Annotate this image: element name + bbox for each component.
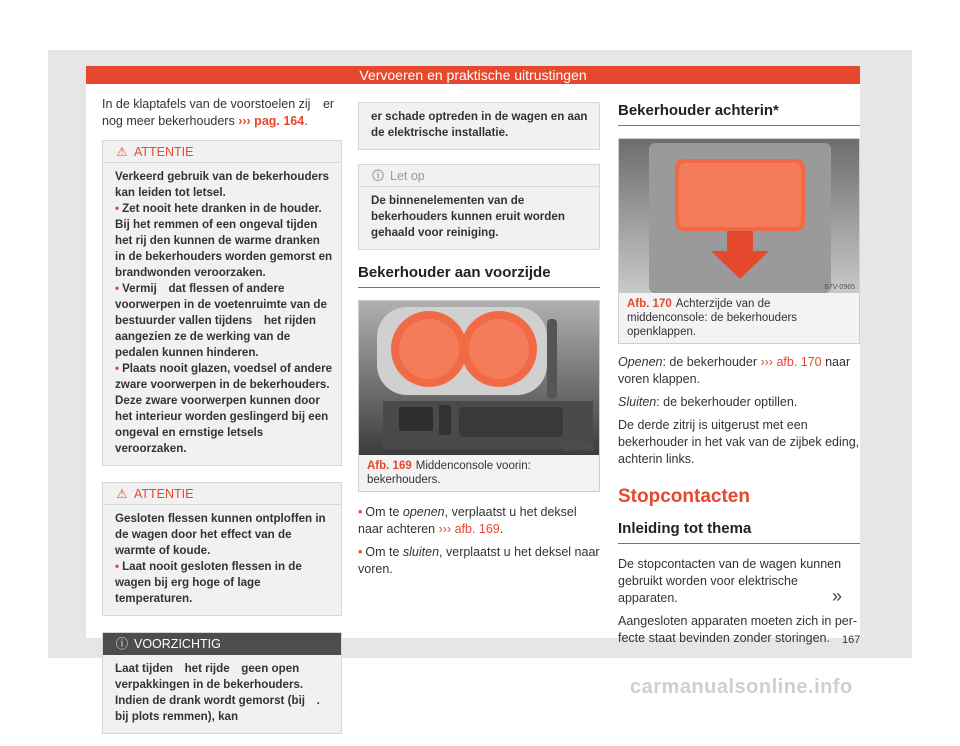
text-span: . — [499, 522, 504, 536]
intro-end: . — [304, 114, 308, 128]
bullet-close — [358, 544, 600, 578]
bullet-open — [358, 504, 600, 538]
warning-box-1 — [102, 140, 342, 466]
paragraph-close — [618, 394, 860, 411]
figure-reference-link[interactable]: ››› afb. 169 — [438, 522, 500, 536]
warning-item — [115, 201, 333, 281]
text-span: , verplaatst u het deksel naar voren. — [358, 545, 600, 576]
warning-box-2 — [102, 482, 342, 616]
section-title-rear: Bekerhouder achterin* — [618, 102, 779, 119]
figure-caption — [619, 293, 859, 343]
text-span: naar voren klappen. — [618, 355, 851, 386]
warning-body — [103, 163, 341, 465]
warning-item-text: Zet nooit hete dranken in de houder. Bij het remmen of een ongeval tijden het rij den kunnen de warme dranken in de bekerhouders worden gemorst en brandwonden veroorzaken. — [115, 202, 333, 279]
caution-body — [103, 655, 341, 733]
warning-body — [103, 505, 341, 615]
page-reference-link[interactable]: ››› pag. 164 — [238, 114, 305, 128]
chapter-title-stopcontacten: Stopcontacten — [618, 486, 750, 507]
section-rule — [618, 543, 860, 544]
bullet-icon: • — [115, 362, 120, 375]
warning-item-text: Vermij dat flessen of andere voorwerpen in de voetenruimte van de bestuurder vallen tijdens het rijden aangezien ze de werking van de pedalen kunnen hinderen. — [115, 282, 328, 359]
figure-image-cupholders-front — [359, 301, 599, 455]
note-box — [358, 164, 600, 250]
note-header — [359, 165, 599, 187]
paragraph-third-row: De derde zitrij is uitgerust met een bekerhouder in het vak van de zijbek eding, achterin links. — [618, 418, 860, 466]
text-span: Om te — [365, 545, 403, 559]
emphasis-close: Sluiten — [618, 395, 657, 409]
figure-caption-text: Achterzijde van de middenconsole: de bekerhouders openklappen. — [627, 298, 798, 338]
bullet-icon: • — [115, 202, 120, 215]
emphasis-open: openen — [402, 505, 445, 519]
section-rule — [358, 287, 600, 288]
subsection-title: Inleiding tot thema — [618, 520, 752, 537]
figure-code: B7V-0965 — [824, 284, 855, 291]
text-span: : de bekerhouder optillen. — [656, 395, 798, 409]
bullet-icon: • — [358, 505, 363, 519]
warning-item-text: Plaats nooit glazen, voedsel of andere zware voorwerpen in de bekerhouders. Deze zware voorwerpen kunnen door het interieur worden geslingerd bij een ongeval en ernstige letsels veroorzaken. — [115, 362, 333, 455]
emphasis-open: Openen — [618, 355, 663, 369]
column-middle — [358, 96, 600, 584]
warning-title: ATTENTIE — [134, 487, 194, 501]
page-number: 167 — [842, 634, 861, 646]
warning-item-text: Laat nooit gesloten flessen in de wagen bij erg hoge of lage temperaturen. — [115, 560, 302, 605]
note-title: Let op — [390, 169, 425, 183]
column-right — [618, 96, 860, 653]
figure-code: B7V-0964 — [564, 446, 595, 453]
figure-number: Afb. 169 — [367, 460, 412, 472]
warning-header — [103, 483, 341, 505]
note-body — [359, 187, 599, 249]
bullet-icon: • — [115, 560, 120, 573]
text-span: , verplaatst u het deksel naar achteren — [358, 505, 577, 536]
caution-continued-body — [359, 103, 599, 149]
emphasis-close: sluiten — [402, 545, 440, 559]
intro-text: In de klaptafels van de voorstoelen zij er nog meer bekerhouders — [102, 97, 335, 128]
caution-box — [102, 632, 342, 734]
text-span: : de bekerhouder — [662, 355, 761, 369]
intro-paragraph — [102, 96, 342, 130]
warning-title: ATTENTIE — [134, 145, 194, 159]
figure-reference-link[interactable]: ››› afb. 170 — [760, 355, 822, 369]
chapter-header: Vervoeren en praktische uitrustingen — [86, 66, 860, 84]
exclamation-circle-icon: ⓘ — [115, 637, 129, 651]
bullet-icon: • — [358, 545, 363, 559]
note-text: De binnenelementen van de bekerhouders kunnen eruit worden gehaald voor reiniging. — [371, 194, 565, 239]
caution-continued-text: er schade optreden in de wagen en aan de elektrische installatie. — [371, 110, 588, 139]
caution-title: VOORZICHTIG — [134, 637, 221, 651]
continue-marker: » — [832, 586, 843, 606]
cupholder-rear-illustration — [619, 139, 859, 293]
warning-text: Gesloten flessen kunnen ontploffen in de wagen door het effect van de warmte of koude. — [115, 512, 326, 557]
figure-caption-text: Middenconsole voorin: bekerhouders. — [367, 460, 531, 486]
figure-caption — [359, 455, 599, 491]
warning-item — [115, 361, 333, 457]
figure-image-cupholder-rear — [619, 139, 859, 293]
watermark: carmanualsonline.info — [630, 676, 853, 698]
figure-170 — [618, 138, 860, 344]
text-span: Om te — [365, 505, 403, 519]
warning-item — [115, 559, 333, 607]
cupholder-front-illustration — [359, 301, 599, 455]
figure-number: Afb. 170 — [627, 298, 672, 310]
warning-item — [115, 281, 333, 361]
paragraph-sockets-1: De stopcontacten van de wagen kunnen gebruikt worden voor elektrische apparaten. — [618, 557, 842, 605]
info-icon: 🛈 — [371, 169, 385, 183]
warning-triangle-icon: ⚠ — [116, 487, 128, 501]
warning-text: Verkeerd gebruik van de bekerhouders kan leiden tot letsel. — [115, 170, 329, 199]
section-title-front: Bekerhouder aan voorzijde — [358, 264, 551, 281]
paragraph-open — [618, 354, 860, 388]
caution-box-continued — [358, 102, 600, 150]
section-rule — [618, 125, 860, 126]
column-left — [102, 96, 342, 746]
warning-triangle-icon: ⚠ — [116, 145, 128, 159]
caution-text: Laat tijden het rijde geen open verpakkingen in de bekerhouders. Indien de drank wordt gemorst (bij . bij plots remmen), kan — [115, 662, 320, 723]
caution-header — [103, 633, 341, 655]
bullet-icon: • — [115, 282, 120, 295]
paragraph-sockets-2: Aangesloten apparaten moeten zich in perfecte staat bevinden zonder storingen. — [618, 614, 858, 645]
warning-header — [103, 141, 341, 163]
figure-169 — [358, 300, 600, 492]
